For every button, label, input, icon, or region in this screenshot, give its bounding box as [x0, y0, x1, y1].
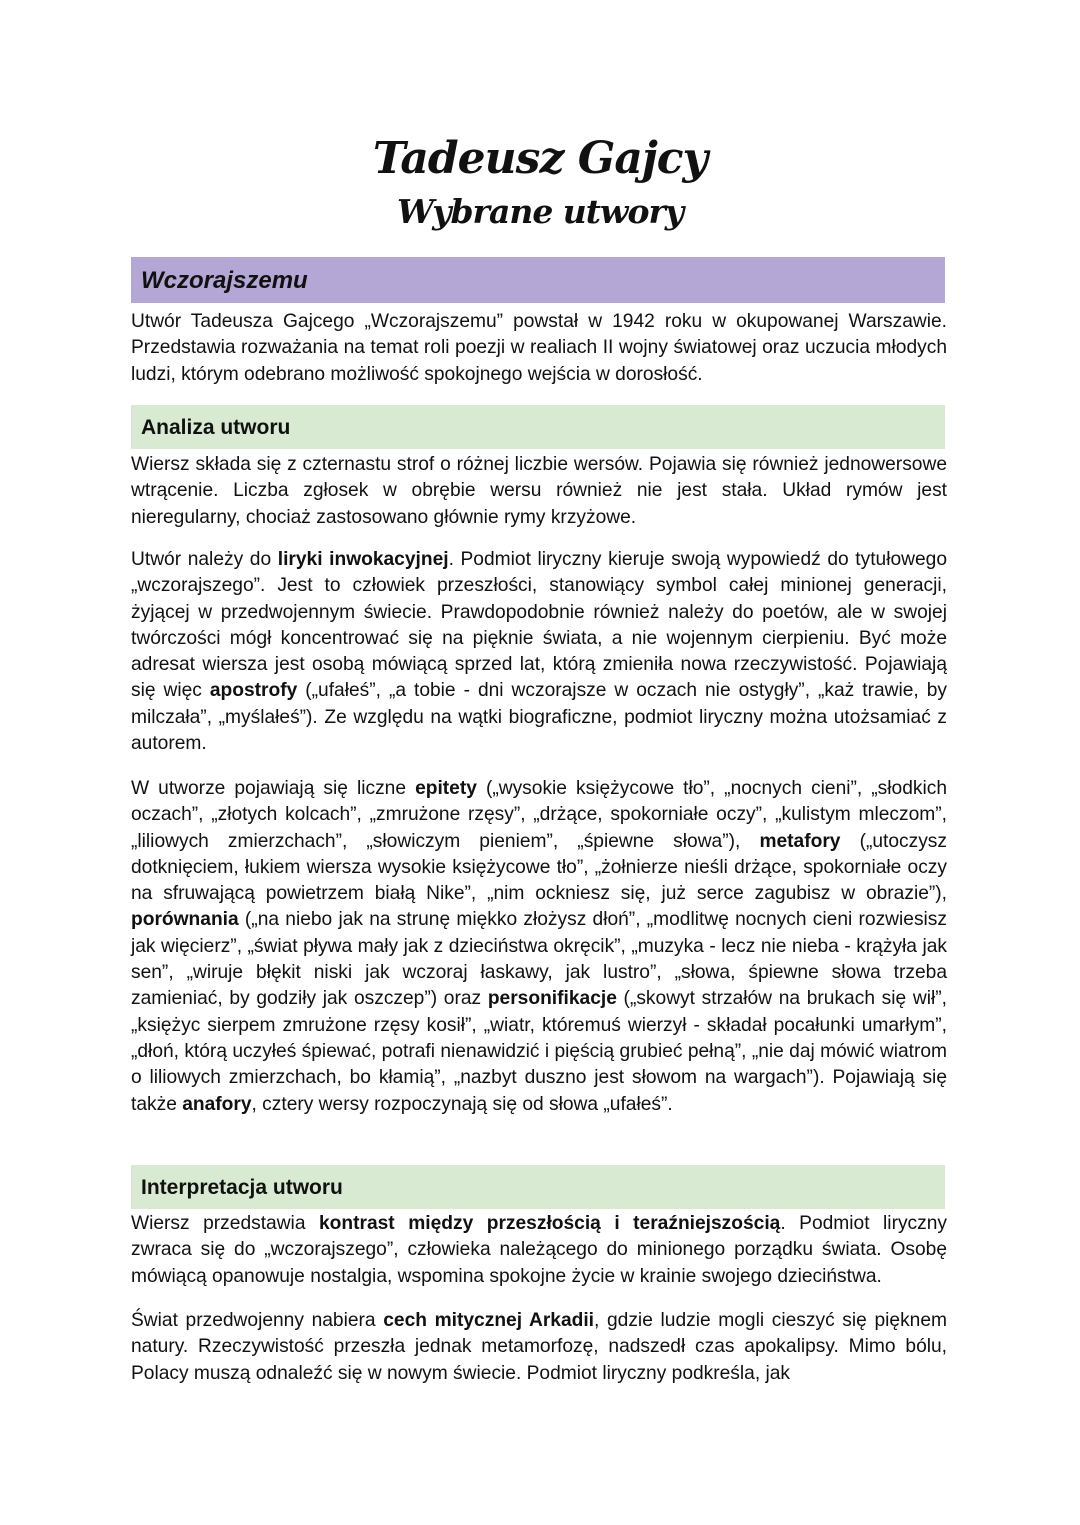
text-run: Świat przedwojenny nabiera	[131, 1310, 384, 1331]
text-run: W utworze pojawiają się liczne	[131, 778, 416, 799]
text-run: , gdzie ludzie mogli cieszyć się pięknem natury. Rzeczywistość przeszła jednak metamorfozę, nadszedł czas apokalipsy. Mimo bólu, Polacy muszą odnaleźć się w nowym świecie. Podmiot liryczny podkreśla, jak	[131, 1310, 947, 1384]
text-run: („ufałeś”, „a tobie - dni wczorajsze w oczach nie ostygły”, „każ trawie, by milczała”, „myślałeś”). Ze względu na wątki biograficzne, podmiot liryczny można utożsamiać z autorem.	[131, 680, 947, 755]
analiza-paragraph-1: Wiersz składa się z czternastu strof o różnej liczbie wersów. Pojawia się również jednowersowe wtrącenie. Liczba zgłosek w obrębie wersu również nie jest stała. Układ rymów jest nieregularny, chociaż zastosowano głównie rymy krzyżowe.	[131, 454, 947, 528]
bold-term: epitety	[415, 778, 477, 799]
interpretacja-paragraph-2	[131, 1308, 947, 1387]
document-subtitle: Wybrane utwory	[396, 192, 684, 231]
text-run: , cztery wersy rozpoczynają się od słowa „ufałeś”.	[251, 1093, 673, 1115]
section-heading-wczorajszemu: Wczorajszemu	[131, 257, 945, 303]
text-run: („skowyt strzałów na brukach się wił”, „księżyc sierpem zmrużone rzęsy kosił”, „wiatr, któremuś wierzył - składał pocałunki umarłym”, „dłoń, którą uczyłeś śpiewać, potrafi nienawidzić i pięścią grubieć pełną”, „nie daj mówić wiatrom o liliowych zmierzchach, bo kłamią”, „nazbyt duszno jest słowom na wargach”). Pojawiają się także	[131, 988, 947, 1115]
text-run: („wysokie księżycowe tło”, „nocnych cieni”, „słodkich oczach”, „złotych kolcach”, „zmrużone rzęsy”, „drżące, spokorniałe oczy”, „kulistym mleczom”, „liliowych zmierzchach”, „słowiczym pieniem”, „śpiewne słowa”),	[131, 778, 947, 852]
text-run: . Podmiot liryczny kieruje swoją wypowiedź do tytułowego „wczorajszego”. Jest to człowiek przeszłości, stanowiący symbol całej minionej generacji, żyjącej w przedwojennym świecie. Prawdopodobnie również należy do poetów, ale w swojej twórczości mógł koncentrować się na pięknie świata, a nie wojennym cierpieniu. Być może adresat wiersza jest osobą mówiącą sprzed lat, którą zmieniła nowa rzeczywistość. Pojawiają się więc	[131, 549, 947, 702]
document-title: Tadeusz Gajcy	[372, 133, 708, 184]
bold-term: kontrast między przeszłością i teraźniejszością	[319, 1213, 781, 1234]
bold-term: cech mitycznej Arkadii	[383, 1310, 595, 1331]
bold-term: metafory	[759, 830, 841, 852]
bold-term: anafory	[182, 1093, 252, 1115]
bold-term: porównania	[131, 909, 239, 931]
text-run: Utwór należy do	[131, 549, 278, 570]
intro-paragraph: Utwór Tadeusza Gajcego „Wczorajszemu” powstał w 1942 roku w okupowanej Warszawie. Przedstawia rozważania na temat roli poezji w realiach II wojny światowej oraz uczucia młodych ludzi, którym odebrano możliwość spokojnego wejścia w dorosłość.	[131, 311, 947, 385]
analiza-paragraph-2	[131, 547, 947, 757]
text-run: . Podmiot liryczny zwraca się do „wczorajszego”, człowieka należącego do minionego porządku świata. Osobę mówiącą opanowuje nostalgia, wspomina spokojne życie w krainie swojego dzieciństwa.	[131, 1213, 948, 1287]
analiza-paragraph-3	[131, 776, 947, 1118]
text-run: („na niebo jak na strunę miękko złożysz dłoń”, „modlitwę nocnych cieni rozwiesisz jak więcierz”, „świat pływa mały jak z dzieciństwa okręcik”, „muzyka - lecz nie nieba - krążyła jak sen”, „wiruje błękit niski jak wczoraj łaskawy, jak lustro”, „słowa, śpiewne słowa trzeba zamieniać, by godziły jak oszczep”) oraz	[131, 909, 947, 1010]
text-run: Wiersz przedstawia	[131, 1213, 319, 1234]
bold-term: liryki inwokacyjnej	[277, 549, 449, 570]
interpretacja-paragraph-1	[131, 1211, 947, 1290]
text-run: („utoczysz dotknięciem, łukiem wiersza wysokie księżycowe tło”, „żołnierze nieśli drżące, spokorniałe oczy na sfruwającą powietrzem białą Nike”, „nim ockniesz się, już serce zagubisz w obrazie”),	[131, 830, 947, 905]
bold-term: apostrofy	[209, 680, 298, 702]
section-heading-analiza: Analiza utworu	[131, 405, 945, 449]
section-heading-interpretacja: Interpretacja utworu	[131, 1165, 945, 1209]
bold-term: personifikacje	[487, 988, 617, 1010]
